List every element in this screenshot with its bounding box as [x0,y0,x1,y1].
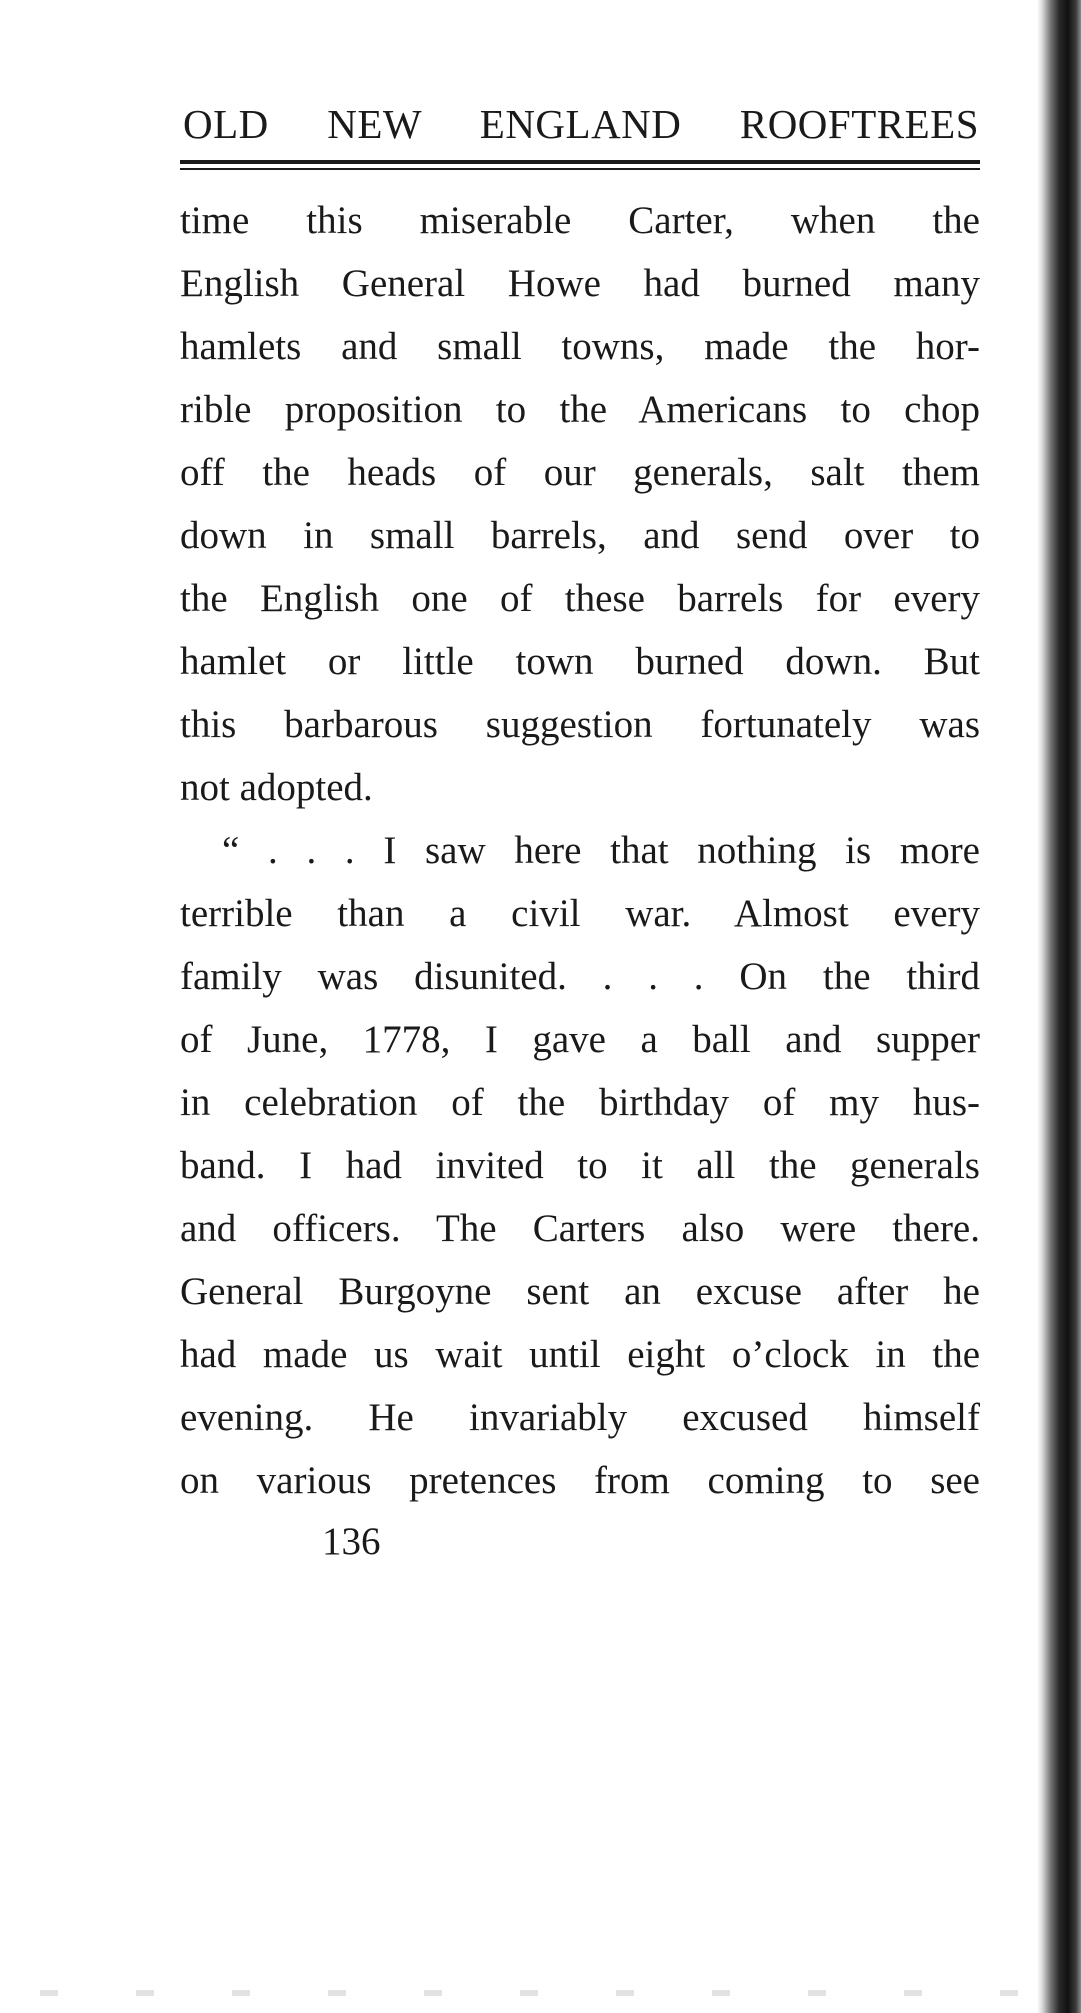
text-line: family was disunited. . . . On the third [180,955,980,998]
text-line: General Burgoyne sent an excuse after he [180,1270,980,1313]
header-rule-thick [180,160,980,164]
text-line: this barbarous suggestion fortunately was [180,703,980,746]
text-line: evening. He invariably excused himself [180,1396,980,1439]
text-line: rible proposition to the Americans to chop [180,388,980,431]
text-line: in celebration of the birthday of my hus- [180,1081,980,1124]
page-edge-shadow [1037,0,1081,2013]
text-line: terrible than a civil war. Almost every [180,892,980,935]
page-number: 136 [322,1520,381,1563]
text-line: hamlets and small towns, made the hor- [180,325,980,368]
body-text [180,189,980,1512]
text-line: down in small barrels, and send over to [180,514,980,557]
paragraph-start-line: “ . . . I saw here that nothing is more [222,829,980,872]
text-line: hamlet or little town burned down. But [180,640,980,683]
text-line: of June, 1778, I gave a ball and supper [180,1018,980,1061]
text-line: time this miserable Carter, when the [180,199,980,242]
text-line: the English one of these barrels for every [180,577,980,620]
paragraph-end-line: not adopted. [180,766,373,809]
text-line: band. I had invited to it all the generals [180,1144,980,1187]
running-head-title: OLD NEW ENGLAND ROOFTREES [183,101,979,147]
scan-bottom-artifacts [0,1990,1040,1996]
text-line: on various pretences from coming to see [180,1459,980,1502]
text-line: off the heads of our generals, salt them [180,451,980,494]
text-line: had made us wait until eight o’clock in the [180,1333,980,1376]
header-rule-thin [180,168,980,170]
text-line: and officers. The Carters also were there. [180,1207,980,1250]
text-line: English General Howe had burned many [180,262,980,305]
